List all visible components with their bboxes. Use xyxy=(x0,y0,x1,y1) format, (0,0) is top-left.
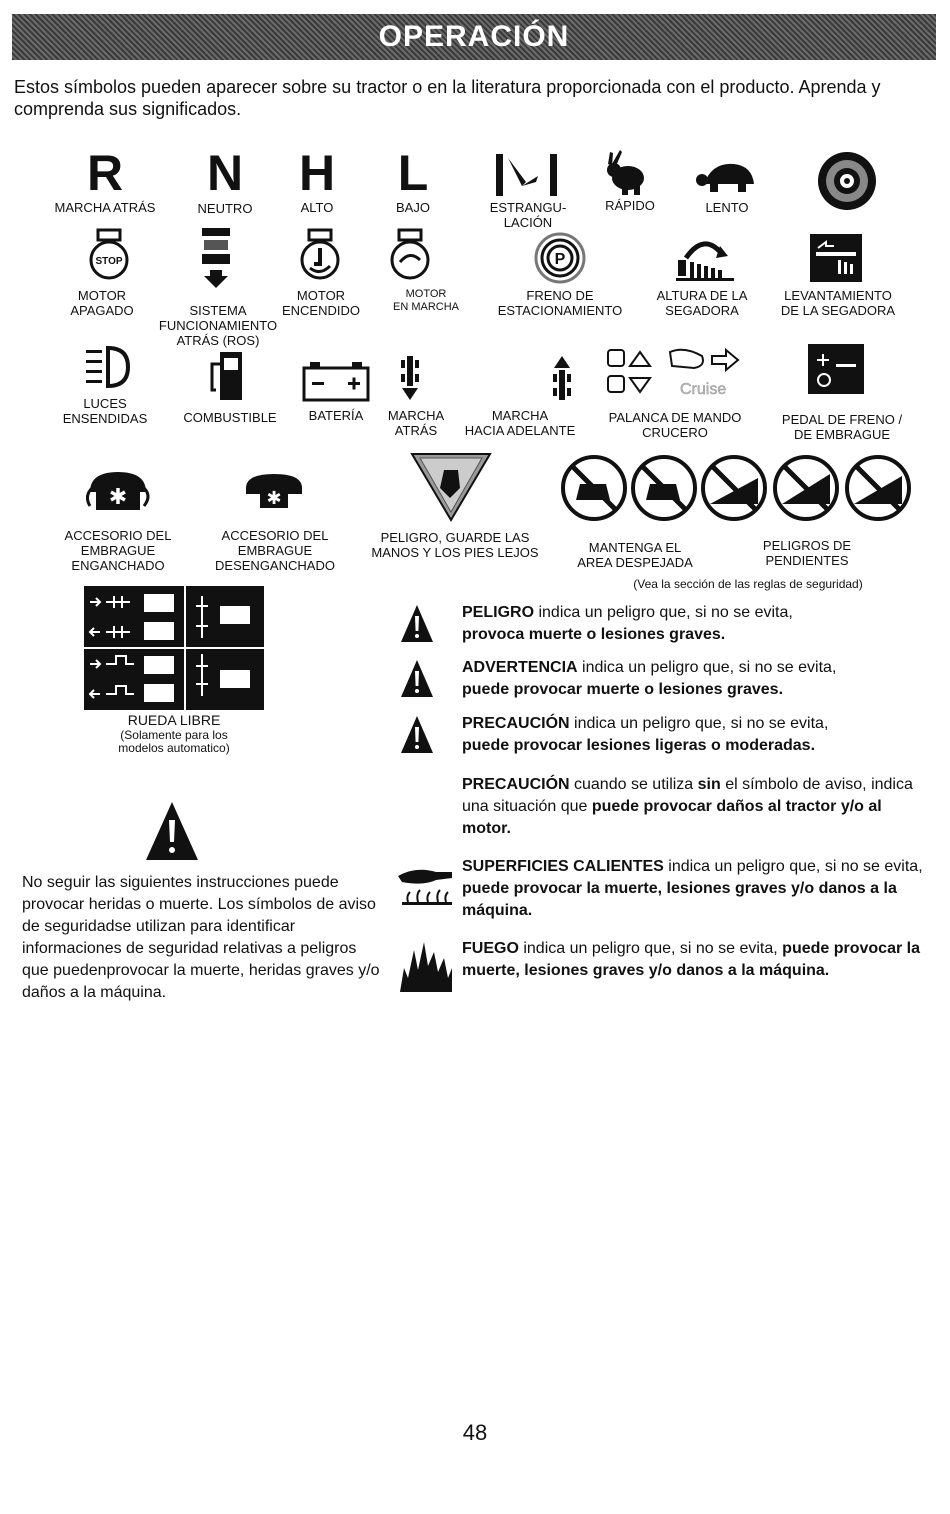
brake-clutch-pedal-icon xyxy=(808,344,864,394)
label-marcha-atras-dir: MARCHA ATRÁS xyxy=(387,408,445,438)
stop-icon-text: STOP xyxy=(95,256,123,267)
no-children-icon xyxy=(633,457,695,519)
letter-n: N xyxy=(206,145,244,201)
freewheel-icon xyxy=(84,586,264,710)
warning-text: indica un peligro que, si no se evita, xyxy=(569,715,829,732)
label-bateria: BATERÍA xyxy=(308,408,364,423)
label-motor-apagado: MOTOR APAGADO xyxy=(70,288,134,318)
label-marcha-adelante: MARCHA HACIA ADELANTE xyxy=(464,408,576,438)
no-passenger-icon xyxy=(563,457,625,519)
label-motor-encendido: MOTOR ENCENDIDO xyxy=(281,288,360,318)
forward-direction-icon xyxy=(550,354,574,402)
hot-surface-icon xyxy=(398,870,452,884)
label-palanca-crucero: PALANCA DE MANDO CRUCERO xyxy=(608,410,742,440)
label-lento: LENTO xyxy=(705,200,749,215)
label-acc-enganchado: ACCESORIO DEL EMBRAGUE ENGANCHADO xyxy=(64,528,172,573)
letter-l: L xyxy=(397,145,429,201)
reverse-direction-icon xyxy=(398,354,422,402)
label-pedal-freno: PEDAL DE FRENO / DE EMBRAGUE xyxy=(781,412,903,442)
prohibition-icons xyxy=(560,454,916,522)
letter-r: R xyxy=(86,145,124,201)
page-number: 48 xyxy=(462,1420,488,1445)
turtle-icon xyxy=(694,160,760,196)
svg-text:P: P xyxy=(554,251,566,268)
svg-text:✱: ✱ xyxy=(266,488,282,509)
attachment-clutch-engaged-icon xyxy=(86,466,150,514)
label-area-despejada: MANTENGA EL AREA DESPEJADA xyxy=(577,540,693,570)
engine-start-icon xyxy=(296,228,344,280)
ros-system-icon xyxy=(196,226,236,290)
label-bajo: BAJO xyxy=(396,200,430,215)
page-title: OPERACIÓN xyxy=(378,20,570,53)
warning-consequence: puede provocar lesiones ligeras o moderadas. xyxy=(462,737,816,754)
warning-consequence: puede provocar muerte o lesiones graves. xyxy=(462,681,784,698)
hand-foot-danger-icon xyxy=(410,452,492,522)
warning-text: indica un peligro que, si no se evita, xyxy=(577,659,837,676)
label-rueda-libre: RUEDA LIBRE xyxy=(127,712,221,728)
attachment-clutch-disengaged-icon xyxy=(242,470,306,510)
parking-brake-icon xyxy=(528,232,592,284)
label-estrangulacion: ESTRANGU- LACIÓN xyxy=(489,200,567,230)
label-levantamiento: LEVANTAMIENTO DE LA SEGADORA xyxy=(780,288,896,318)
rabbit-icon xyxy=(598,148,654,198)
warning-word: ADVERTENCIA xyxy=(462,659,578,676)
engine-stop-icon xyxy=(84,228,134,280)
cruise-text: Cruise xyxy=(680,381,727,398)
label-motor-marcha: MOTOR EN MARCHA xyxy=(392,288,459,313)
fire-icon xyxy=(400,942,452,992)
label-sistema-ros: SISTEMA FUNCIONAMIENTO ATRÁS (ROS) xyxy=(158,303,278,348)
slope-hazard-icon-1 xyxy=(703,457,765,519)
label-peligro-manos: PELIGRO, GUARDE LAS MANOS Y LOS PIES LEJOS xyxy=(371,530,539,560)
safety-rules-note: (Vea la sección de las reglas de seguridad) xyxy=(633,577,863,591)
fuel-icon xyxy=(208,350,244,402)
label-rapido: RÁPIDO xyxy=(605,198,655,213)
ignition-switch-icon xyxy=(816,150,878,212)
mower-lift-icon xyxy=(810,234,862,282)
slope-hazard-icon-3 xyxy=(847,457,909,519)
safety-alert-icon xyxy=(144,800,200,862)
label-acc-desenganchado: ACCESORIO DEL EMBRAGUE DESENGANCHADO xyxy=(215,528,335,573)
label-freno-estacionamiento: FRENO DE ESTACIONAMIENTO xyxy=(497,288,623,318)
svg-text:✱: ✱ xyxy=(108,485,128,510)
label-neutro: NEUTRO xyxy=(197,201,253,216)
letter-h: H xyxy=(298,145,336,201)
slope-hazard-icon-2 xyxy=(775,457,837,519)
choke-icon xyxy=(492,152,562,198)
warning-consequence: provoca muerte o lesiones graves. xyxy=(462,626,726,643)
label-rueda-libre-sub: (Solamente para los modelos automatico) xyxy=(118,728,230,755)
mower-height-icon xyxy=(676,232,736,282)
engine-running-icon xyxy=(386,228,434,280)
cruise-control-icon xyxy=(606,344,766,402)
headlight-icon xyxy=(86,342,130,392)
warning-text: indica un peligro que, si no se evita, xyxy=(534,604,793,621)
label-marcha-atras: MARCHA ATRÁS xyxy=(54,200,156,215)
header-banner xyxy=(12,14,936,60)
label-pendientes: PELIGROS DE PENDIENTES xyxy=(762,538,852,568)
label-combustible: COMBUSTIBLE xyxy=(183,410,277,425)
warning-word: PELIGRO xyxy=(462,604,535,621)
warning-word: PRECAUCIÓN xyxy=(462,715,570,732)
safety-paragraph: No seguir las siguientes instrucciones puede provocar heridas o muerte. Los símbolos de aviso de seguridadse utilizan para identificar informaciones de seguridad relativas a peligros que puedenprovocar la muerte, heridas graves y/o daños a la máquina. xyxy=(22,874,380,1001)
label-altura-segadora: ALTURA DE LA SEGADORA xyxy=(656,288,748,318)
label-luces: LUCES ENSENDIDAS xyxy=(62,396,148,426)
battery-icon xyxy=(302,362,370,402)
intro-text: Estos símbolos pueden aparecer sobre su tractor o en la literatura proporcionada con el producto. Aprenda y comprenda sus significados. xyxy=(14,77,881,119)
label-alto: ALTO xyxy=(300,200,334,215)
